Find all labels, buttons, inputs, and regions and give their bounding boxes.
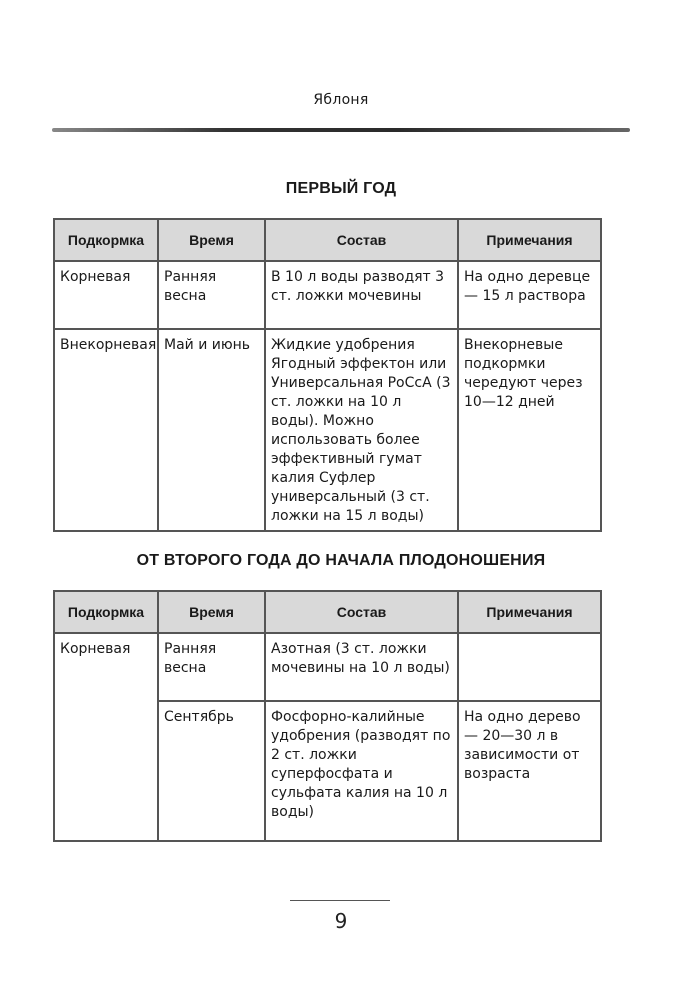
table-cell — [458, 633, 601, 701]
table-cell: Сентябрь — [158, 701, 265, 841]
table-cell: На одно деревце — 15 л раствора — [458, 261, 601, 329]
table-cell: Ранняя весна — [158, 633, 265, 701]
table-cell: На одно дерево — 20—30 л в зависимости от возраста — [458, 701, 601, 841]
column-header: Состав — [265, 219, 458, 261]
table-cell: Ранняя весна — [158, 261, 265, 329]
table-cell: Корневая — [54, 633, 158, 841]
table-first-year — [53, 218, 602, 532]
table-cell: Азотная (3 ст. ложки мочевины на 10 л воды) — [265, 633, 458, 701]
table-row — [54, 633, 601, 701]
column-header: Подкормка — [54, 219, 158, 261]
running-head: Яблоня — [313, 92, 369, 108]
column-header: Время — [158, 219, 265, 261]
column-header: Подкормка — [54, 591, 158, 633]
table-header-row — [54, 219, 601, 261]
table-cell: Внекорневая — [54, 329, 158, 531]
footer-rule — [290, 900, 390, 901]
table-cell: Корневая — [54, 261, 158, 329]
table-cell: Жидкие удобрения Ягодный эффектон или Универсальная РоСсА (3 ст. ложки на 10 л воды). Можно использовать более эффективный гумат калия Суфлер универсальный (3 ст. ложки на 15 л воды) — [265, 329, 458, 531]
section-title-first-year: ПЕРВЫЙ ГОД — [285, 180, 397, 197]
column-header: Примечания — [458, 591, 601, 633]
column-header: Время — [158, 591, 265, 633]
table-row — [54, 261, 601, 329]
table-second-year — [53, 590, 602, 842]
table-row — [54, 329, 601, 531]
column-header: Примечания — [458, 219, 601, 261]
column-header: Состав — [265, 591, 458, 633]
table-cell: Фосфорно-калийные удобрения (разводят по 2 ст. ложки суперфосфата и сульфата калия на 10 л воды) — [265, 701, 458, 841]
page-number: 9 — [334, 909, 348, 933]
table-header-row — [54, 591, 601, 633]
table-cell: Внекорневые подкормки чередуют через 10—12 дней — [458, 329, 601, 531]
table-cell: Май и июнь — [158, 329, 265, 531]
table-cell: В 10 л воды разводят 3 ст. ложки мочевины — [265, 261, 458, 329]
section-title-second-year: ОТ ВТОРОГО ГОДА ДО НАЧАЛА ПЛОДОНОШЕНИЯ — [136, 552, 546, 569]
header-rule — [52, 128, 630, 132]
